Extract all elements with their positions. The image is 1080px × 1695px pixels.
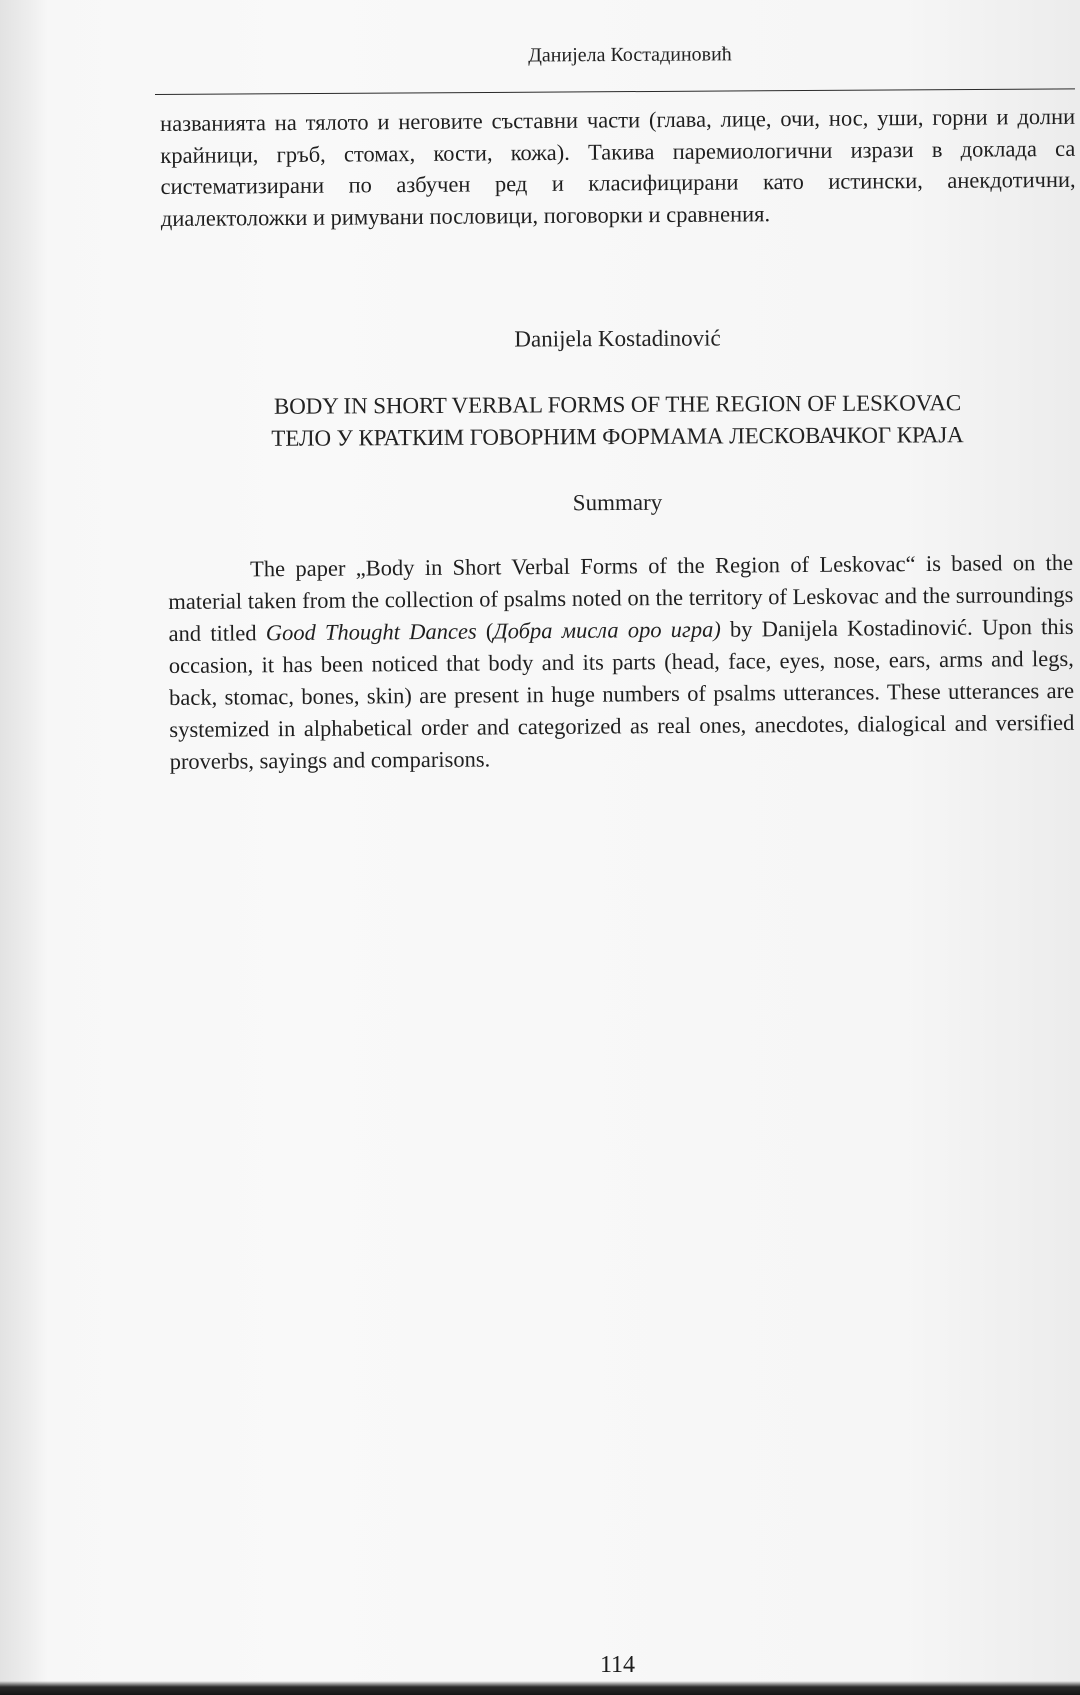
- summary-text-part2: by Danijela Kostadinović. Upon this occasion, it has been noticed that body and its parts (head, face, eyes, nose, ears, arms and legs, back, stomac, bones, skin) are present in huge numbers of psalms utterances. These utterances are systemized in alphabetical order and categorized as real ones, anecdotes, dialogical and versified proverbs, sayings and comparisons.: [168, 613, 1075, 774]
- running-head: [160, 41, 1060, 69]
- page-number: 114: [599, 1652, 636, 1678]
- summary-paragraph: [168, 547, 1075, 778]
- book-title-english: Good Thought Dances: [265, 618, 477, 646]
- book-title-serbian: Добра мисла оро игра): [493, 616, 721, 644]
- bulgarian-abstract-paragraph: названията на тялото и неговите съставни части (глава, лице, очи, нос, уши, горни и долни крайници, гръб, стомах, кости, кожа). Такива паремиологични изрази в доклада са систематизирани по азбучен ред и класифицирани като истински, анекдотични, диалектоложки и римувани пословици, поговорки и сравнения.: [160, 103, 1076, 231]
- summary-text-part1: The paper „Body in Short Verbal Forms of the Region of Leskovac“ is based on the material taken from the collection of psalms noted on the territory of Leskovac and the surroundings and titled: [168, 549, 1074, 646]
- article-title-english: BODY IN SHORT VERBAL FORMS OF THE REGION OF LESKOVAC: [273, 390, 962, 419]
- scan-bottom-edge: [0, 1681, 1080, 1695]
- header-rule: [155, 88, 1075, 95]
- summary-open-paren: (: [476, 618, 494, 644]
- running-head-text: Данијела Костадиновић: [528, 43, 732, 67]
- article-title-serbian: ТЕЛО У КРАТКИМ ГОВОРНИМ ФОРМАМА ЛЕСКОВАЧКОГ КРАЈА: [271, 422, 964, 451]
- paragraph-indent: [168, 576, 250, 577]
- author-name: Danijela Kostadinović: [514, 325, 721, 352]
- page-binding-shadow: [0, 0, 48, 1695]
- summary-heading: Summary: [572, 489, 663, 516]
